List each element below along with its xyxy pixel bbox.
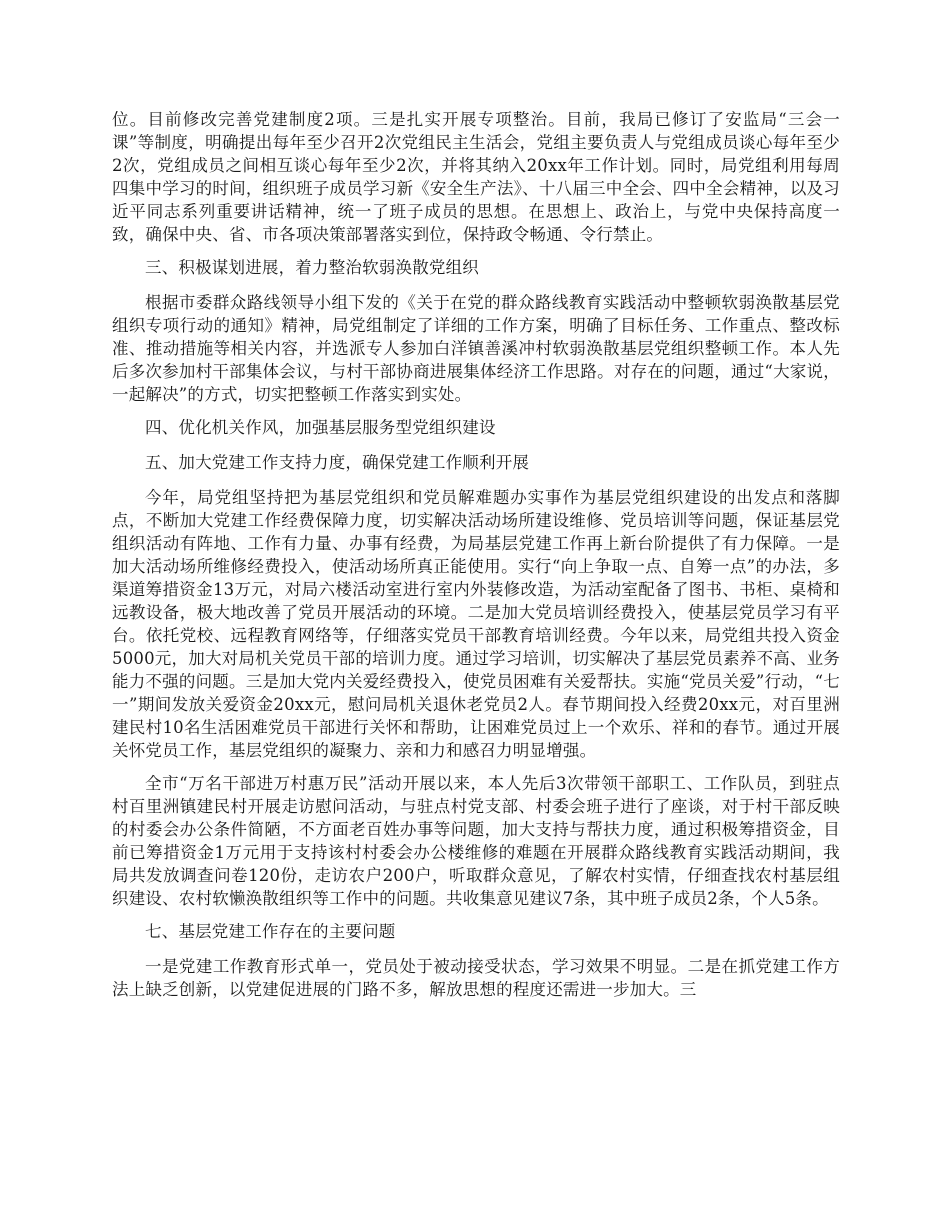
section-heading-3: 三、积极谋划进展，着力整治软弱涣散党组织 bbox=[145, 258, 479, 277]
section-heading-7: 七、基层党建工作存在的主要问题 bbox=[145, 922, 396, 941]
section-heading-5: 五、加大党建工作支持力度，确保党建工作顺利开展 bbox=[145, 453, 530, 472]
section-heading-4: 四、优化机关作风，加强基层服务型党组织建设 bbox=[145, 418, 496, 437]
paragraph-main-problems: 一是党建工作教育形式单一，党员处于被动接受状态，学习效果不明显。二是在抓党建工作方法上缺乏创新，以党建促进展的门路不多，解放思想的程度还需进一步加大。三 bbox=[112, 957, 840, 999]
paragraph-party-system-rectification: 位。目前修改完善党建制度2项。三是扎实开展专项整治。目前，我局已修订了安监局“三会一课”等制度，明确提出每年至少召开2次党组民主生活会，党组主要负责人与党组成员谈心每年至少2次，党组成员之间相互谈心每年至少2次，并将其纳入20xx年工作计划。同时，局党组利用每周四集中学习的时间，组织班子成员学习新《安全生产法》、十八届三中全会、四中全会精神，以及习近平同志系列重要讲话精神，统一了班子成员的思想。在思想上、政治上，与党中央保持高度一致，确保中央、省、市各项决策部署落实到位，保持政令畅通、令行禁止。 bbox=[112, 110, 840, 244]
paragraph-village-visits: 全市“万名干部进万村惠万民”活动开展以来，本人先后3次带领干部职工、工作队员，到驻点村百里洲镇建民村开展走访慰问活动，与驻点村党支部、村委会班子进行了座谈，对于村干部反映的村委会办公条件简陋，不方面老百姓办事等问题，加大支持与帮扶力度，通过积极筹措资金，目前已筹措资金1万元用于支持该村村委会办公楼维修的难题在开展群众路线教育实践活动期间，我局共发放调查问卷120份，走访农户200户，听取群众意见，了解农村实情，仔细查找农村基层组织建设、农村软懒涣散组织等工作中的问题。共收集意见建议7条，其中班子成员2条，个人5条。 bbox=[112, 774, 840, 908]
paragraph-funding-support: 今年，局党组坚持把为基层党组织和党员解难题办实事作为基层党组织建设的出发点和落脚点，不断加大党建工作经费保障力度，切实解决活动场所建设维修、党员培训等问题，保证基层党组织活动有阵地、工作有力量、办事有经费，为局基层党建工作再上新台阶提供了有力保障。一是加大活动场所维修经费投入，使活动场所真正能使用。实行“向上争取一点、自筹一点”的办法，多渠道筹措资金13万元，对局六楼活动室进行室内外装修改造，为活动室配备了图书、书柜、桌椅和远教设备，极大地改善了党员开展活动的环境。二是加大党员培训经费投入，使基层党员学习有平台。依托党校、远程教育网络等，仔细落实党员干部教育培训经费。今年以来，局党组共投入资金5000元，加大对局机关党员干部的培训力度。通过学习培训，切实解决了基层党员素养不高、业务能力不强的问题。三是加大党内关爱经费投入，使党员困难有关爱帮扶。实施“党员关爱”行动，“七一”期间发放关爱资金20xx元，慰问局机关退休老党员2人。春节期间投入经费20xx元，对百里洲建民村10名生活困难党员干部进行关怀和帮助，让困难党员过上一个欢乐、祥和的春节。通过开展关怀党员工作，基层党组织的凝聚力、亲和力和感召力明显增强。 bbox=[112, 488, 840, 760]
document-body bbox=[112, 108, 840, 1011]
paragraph-weak-organizations: 根据市委群众路线领导小组下发的《关于在党的群众路线教育实践活动中整顿软弱涣散基层党组织专项行动的通知》精神，局党组制定了详细的工作方案，明确了目标任务、工作重点、整改标准、推动措施等相关内容，并选派专人参加白洋镇善溪冲村软弱涣散基层党组织整顿工作。本人先后多次参加村干部集体会议，与村干部协商进展集体经济工作思路。对存在的问题，通过“大家说，一起解决”的方式，切实把整顿工作落实到实处。 bbox=[112, 293, 840, 404]
